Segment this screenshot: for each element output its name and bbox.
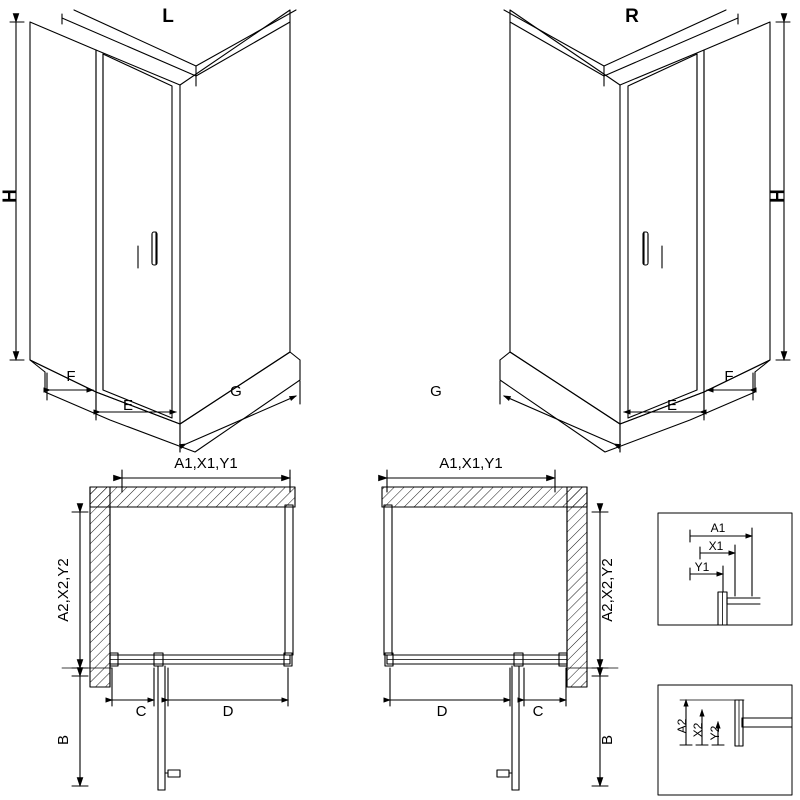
plan-view-left bbox=[62, 470, 295, 790]
detail-bottom-y2: Y2 bbox=[708, 725, 722, 741]
dim-c-right: C bbox=[532, 703, 544, 720]
label-g-right: G bbox=[430, 383, 442, 400]
dim-a2x2y2-left: A2,X2,Y2 bbox=[55, 558, 72, 622]
dim-c-left: C bbox=[135, 703, 147, 720]
label-f-left: F bbox=[66, 368, 76, 385]
dim-d-left: D bbox=[222, 703, 234, 720]
dim-a2x2y2-right: A2,X2,Y2 bbox=[599, 558, 616, 622]
dim-b-right: B bbox=[599, 734, 616, 746]
dim-d-right: D bbox=[436, 703, 448, 720]
label-height-left: H bbox=[0, 189, 21, 203]
dim-b-left: B bbox=[55, 734, 72, 746]
detail-view-bottom bbox=[658, 685, 792, 795]
detail-bottom-x2: X2 bbox=[691, 722, 705, 738]
label-e-right: E bbox=[666, 397, 678, 414]
detail-top-x1: X1 bbox=[708, 539, 724, 553]
label-height-right: H bbox=[768, 189, 789, 203]
label-e-left: E bbox=[122, 397, 134, 414]
dim-a1x1y1-left: A1,X1,Y1 bbox=[174, 455, 238, 472]
label-left-variant: L bbox=[162, 6, 174, 27]
isometric-view-right bbox=[500, 10, 790, 452]
detail-top-a1: A1 bbox=[710, 521, 726, 535]
dim-a1x1y1-right: A1,X1,Y1 bbox=[439, 455, 503, 472]
label-g-left: G bbox=[230, 383, 242, 400]
detail-bottom-a2: A2 bbox=[675, 718, 689, 734]
label-f-right: F bbox=[724, 368, 734, 385]
detail-top-y1: Y1 bbox=[694, 560, 710, 574]
plan-view-right bbox=[382, 470, 618, 790]
label-right-variant: R bbox=[625, 6, 639, 27]
isometric-view-left bbox=[10, 10, 300, 452]
